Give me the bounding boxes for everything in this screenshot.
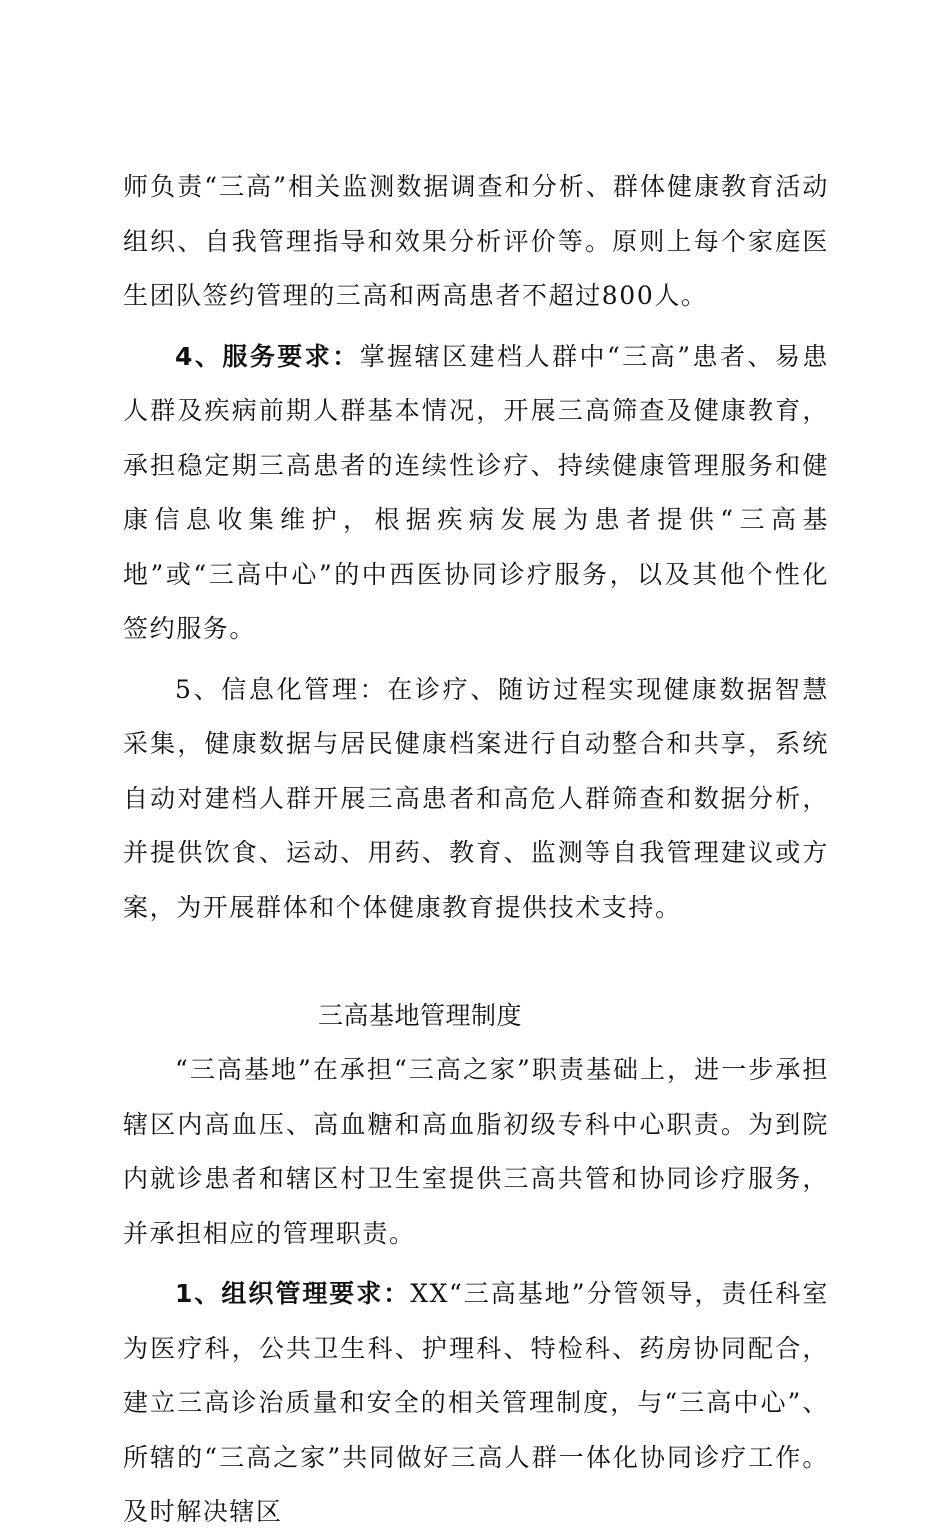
item-5-label: 5、信息化管理： xyxy=(175,674,388,704)
paragraph-informatization xyxy=(123,663,829,936)
item-5-text: 在诊疗、随访过程实现健康数据智慧采集，健康数据与居民健康档案进行自动整合和共享，系统自动对建档人群开展三高患者和高危人群筛查和数据分析，并提供饮食、运动、用药、教育、监测等自我管理建议或方案，为开展群体和个体健康教育提供技术支持。 xyxy=(123,674,829,922)
paragraph-intro: “三高基地”在承担“三高之家”职责基础上，进一步承担辖区内高血压、高血糖和高血脂初级专科中心职责。为到院内就诊患者和辖区村卫生室提供三高共管和协同诊疗服务，并承担相应的管理职责。 xyxy=(123,1055,829,1248)
section-title: 三高基地管理制度 xyxy=(318,1001,523,1030)
item-1-label: 1、组织管理要求： xyxy=(175,1279,411,1308)
document-body xyxy=(123,160,829,1540)
item-1-text: XX“三高基地”分管领导，责任科室为医疗科，公共卫生科、护理科、特检科、药房协同配合，建立三高诊治质量和安全的相关管理制度，与“三高中心”、所辖的“三高之家”共同做好三高人群一体化协同诊疗工作。及时解决辖区 xyxy=(123,1279,830,1526)
paragraph-organization xyxy=(123,1267,829,1540)
paragraph-service-requirements xyxy=(123,330,829,657)
item-4-label: 4、服务要求： xyxy=(175,341,360,371)
item-4-text: 掌握辖区建档人群中“三高”患者、易患人群及疾病前期人群基本情况，开展三高筛查及健康教育，承担稳定期三高患者的连续性诊疗、持续健康管理服务和健康信息收集维护，根据疾病发展为患者提供“三高基地”或“三高中心”的中西医协同诊疗服务，以及其他个性化签约服务。 xyxy=(123,341,829,643)
paragraph-continuation: 师负责“三高”相关监测数据调查和分析、群体健康教育活动组织、自我管理指导和效果分析评价等。原则上每个家庭医生团队签约管理的三高和两高患者不超过800人。 xyxy=(123,172,829,310)
